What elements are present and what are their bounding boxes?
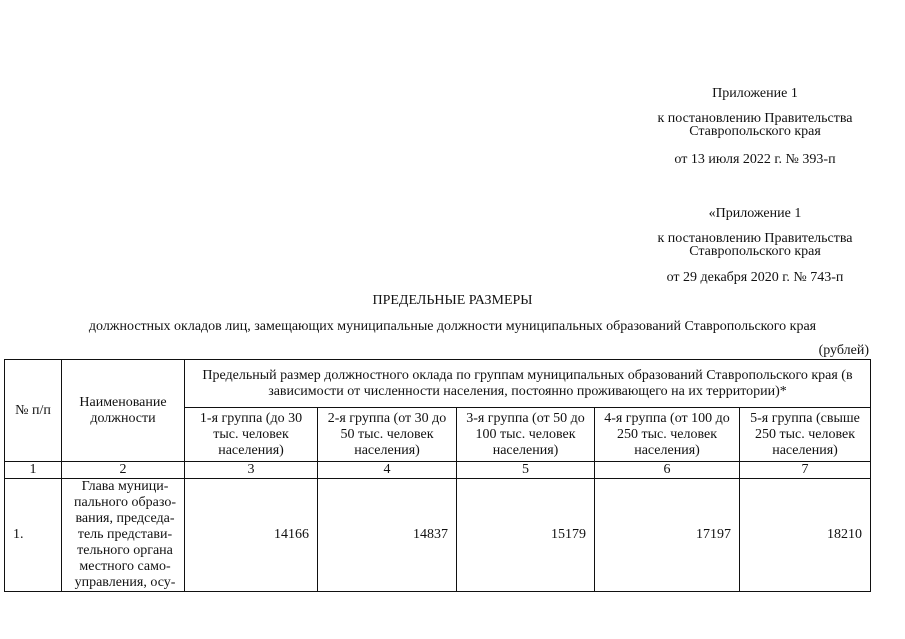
column-number: 3 — [185, 462, 318, 479]
appendix-date: от 13 июля 2022 г. № 393-п — [674, 152, 836, 167]
column-number-row — [5, 462, 871, 479]
column-number: 7 — [740, 462, 871, 479]
position-name-line: пального образо- — [73, 495, 177, 510]
appendix-old-title: «Приложение 1 — [708, 206, 802, 221]
position-name-line: тельного органа — [77, 543, 173, 558]
column-number: 6 — [595, 462, 740, 479]
appendix-title: Приложение 1 — [712, 86, 798, 101]
salary-value-group-1: 14166 — [185, 479, 318, 592]
header-group-2: 2-я группа (от 30 до 50 тыс. человек населения) — [318, 408, 457, 462]
header-col-name: Наименование должности — [62, 360, 185, 462]
table-row — [5, 479, 871, 592]
header-group-title: Предельный размер должностного оклада по группам муниципальных образований Ставропольского края (в зависимости от численности населения, постоянно проживающего на их территории)* — [185, 360, 871, 408]
header-col-num: № п/п — [5, 360, 62, 462]
salary-value-group-5: 18210 — [740, 479, 871, 592]
salary-value-group-4: 17197 — [595, 479, 740, 592]
row-number: 1. — [5, 479, 62, 592]
column-number: 5 — [457, 462, 595, 479]
appendix-line-2: Ставропольского края — [689, 124, 821, 139]
header-group-5: 5-я группа (свыше 250 тыс. человек населения) — [740, 408, 871, 462]
salary-table — [4, 359, 871, 592]
document-title: ПРЕДЕЛЬНЫЕ РАЗМЕРЫ — [372, 293, 533, 308]
column-number: 2 — [62, 462, 185, 479]
header-group-3: 3-я группа (от 50 до 100 тыс. человек населения) — [457, 408, 595, 462]
position-name-line: местного само- — [79, 559, 171, 574]
position-name-line: вания, председа- — [75, 511, 175, 526]
document-subtitle: должностных окладов лиц, замещающих муниципальные должности муниципальных образований Ставропольского края — [88, 319, 817, 334]
appendix-line-1: к постановлению Правительства — [657, 111, 853, 126]
salary-value-group-2: 14837 — [318, 479, 457, 592]
appendix-old-date: от 29 декабря 2020 г. № 743-п — [666, 270, 844, 285]
position-name-line: Глава муници- — [81, 479, 169, 494]
header-group-4: 4-я группа (от 100 до 250 тыс. человек населения) — [595, 408, 740, 462]
appendix-old-line-2: Ставропольского края — [689, 244, 821, 259]
column-number: 1 — [5, 462, 62, 479]
units-label: (рублей) — [818, 343, 869, 358]
column-number: 4 — [318, 462, 457, 479]
appendix-old-line-1: к постановлению Правительства — [657, 231, 853, 246]
position-name — [62, 479, 185, 592]
salary-value-group-3: 15179 — [457, 479, 595, 592]
header-group-1: 1-я группа (до 30 тыс. человек населения) — [185, 408, 318, 462]
position-name-line: тель представи- — [77, 527, 173, 542]
position-name-line: управления, осу- — [74, 575, 176, 590]
